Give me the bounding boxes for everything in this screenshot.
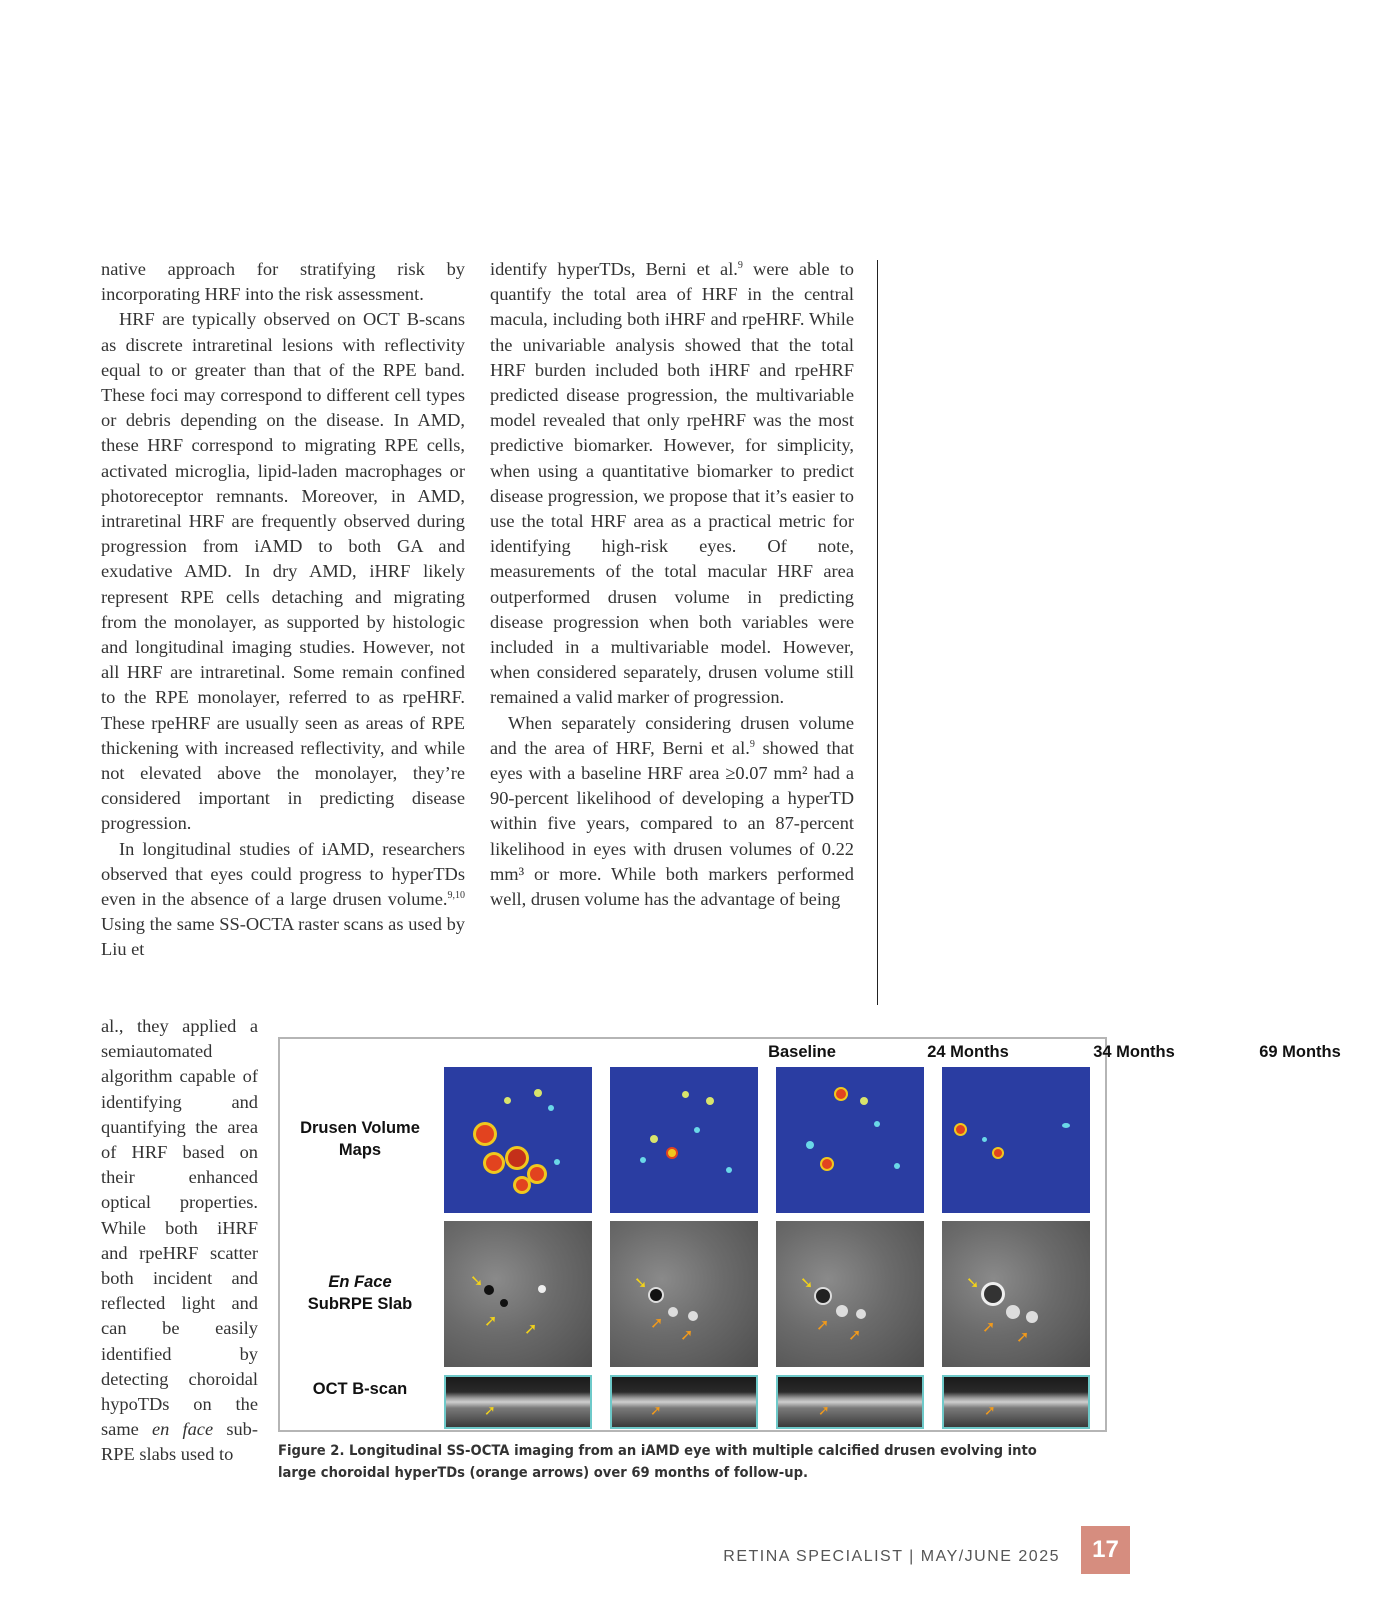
arrow-icon: ➚: [982, 1319, 996, 1336]
row-label-subrpe: SubRPE Slab: [307, 1295, 413, 1313]
page-number: 17: [1081, 1526, 1130, 1574]
column-rule: [877, 260, 878, 1005]
en-face-69-months: [942, 1221, 1090, 1367]
arrow-icon: ➚: [484, 1313, 498, 1330]
arrow-icon: ➚: [650, 1404, 662, 1419]
arrow-icon: ➘: [634, 1275, 648, 1292]
col2-p1-text-b: were able to quantify the total area of HRF in the central macula, including both iHRF and rpeHRF. While the univariable analysis showed that the total HRF burden included both iHRF and rpeHRF predicted disease progression, the multivariable model revealed that only rpeHRF was the most predictive biomarker. However, for simplicity, when using a quantitative biomarker to predict disease progression, we propose that it’s easier to use the total HRF area as a practical metric for identifying high-risk eyes. Of note, measurements of the total macular HRF area outperformed drusen volume in predicting disease progression when both variables were included in a multivariable model. However, when considered separately, drusen volume still remained a valid marker of progression.: [490, 259, 854, 708]
paragraph-3-text: In longitudinal studies of iAMD, researchers observed that eyes could progress to hyperTDs even in the absence of a large drusen volume.: [101, 838, 465, 910]
reference-superscript: 9,10: [447, 889, 465, 901]
arrow-icon: ➚: [1016, 1329, 1030, 1346]
col2-p2-text-b: showed that eyes with a baseline HRF area ≥0.07 mm² had a 90-percent likelihood of developing a hyperTD within five years, compared to an 87-percent likelihood in eyes with drusen volumes of 0.22 mm³ or more. While both markers performed well, drusen volume has the advantage of being: [490, 737, 854, 910]
column-header-baseline: Baseline: [768, 1043, 836, 1061]
journal-footer: RETINA SPECIALIST | MAY/JUNE 2025: [723, 1548, 1060, 1565]
arrow-icon: ➘: [966, 1275, 980, 1292]
paragraph-3-continued: [101, 1014, 258, 1468]
col2-p1-text-a: identify hyperTDs, Berni et al.: [490, 259, 738, 279]
en-face-baseline: [444, 1221, 592, 1367]
en-face-24-months: [610, 1221, 758, 1367]
arrow-icon: ➚: [818, 1404, 830, 1419]
column-header-34-months: 34 Months: [1093, 1043, 1175, 1061]
column-header-69-months: 69 Months: [1259, 1043, 1341, 1061]
arrow-icon: ➚: [524, 1321, 538, 1338]
drusen-map-24-months: [610, 1067, 758, 1213]
narrow-text-a: al., they applied a semiautomated algorithm capable of identifying and quantifying the area of HRF based on their enhanced optical properties. While both iHRF and rpeHRF scatter both incident and reflected light and can be easily identified by detecting choroidal hypoTDs on the same: [101, 1016, 258, 1440]
arrow-icon: ➚: [848, 1327, 862, 1344]
oct-bscan-69-months: [942, 1375, 1090, 1429]
article-column-2: [490, 257, 854, 912]
row-label-oct-bscan: OCT B-scan: [312, 1380, 408, 1398]
paragraph-col2-1: [490, 257, 854, 711]
narrow-text-b: sub-RPE slabs used to: [101, 1419, 258, 1465]
paragraph-1: native approach for stratifying risk by incorporating HRF into the risk assessment.: [101, 259, 465, 305]
arrow-icon: ➚: [816, 1317, 830, 1334]
arrow-icon: ➘: [800, 1275, 814, 1292]
row-label-en-face: [280, 1271, 440, 1315]
paragraph-2: HRF are typically observed on OCT B-scans as discrete intraretinal lesions with reflectivity equal to or greater than that of the RPE band. These foci may correspond to different cell types or debris depending on the disease. In AMD, these HRF correspond to migrating RPE cells, activated microglia, lipid-laden macrophages or photoreceptor remnants. Moreover, in AMD, intraretinal HRF are frequently observed during progression from iAMD to both GA and exudative AMD. In dry AMD, iHRF likely represent RPE cells detaching and migrating from the monolayer, as supported by histologic and longitudinal imaging studies. However, not all HRF are intraretinal. Some remain confined to the RPE monolayer, referred to as rpeHRF. These rpeHRF are usually seen as areas of RPE thickening with increased reflectivity, and while not elevated above the monolayer, they’re considered important in predicting disease progression.: [101, 309, 465, 834]
arrow-icon: ➘: [470, 1273, 484, 1290]
article-column-1-narrow: [101, 1014, 258, 1468]
arrow-icon: ➚: [680, 1327, 694, 1344]
oct-bscan-24-months: [610, 1375, 758, 1429]
figure-caption: Figure 2. Longitudinal SS-OCTA imaging from an iAMD eye with multiple calcified drusen evolving into large choroidal hyperTDs (orange arrows) over 69 months of follow-up.: [278, 1443, 1037, 1481]
drusen-map-baseline: [444, 1067, 592, 1213]
reference-superscript: 9: [749, 738, 755, 750]
paragraph-3-text-2: Using the same SS-OCTA raster scans as used by Liu et: [101, 914, 465, 960]
oct-bscan-baseline: [444, 1375, 592, 1429]
row-label-en-face-italic: En Face: [328, 1273, 392, 1291]
paragraph-3: [101, 837, 465, 963]
en-face-34-months: [776, 1221, 924, 1367]
arrow-icon: ➚: [984, 1404, 996, 1419]
row-label-drusen-volume: Drusen Volume Maps: [300, 1119, 420, 1159]
narrow-text-em: en face: [151, 1419, 214, 1440]
arrow-icon: ➚: [484, 1404, 496, 1419]
reference-superscript: 9: [737, 259, 743, 271]
column-header-24-months: 24 Months: [927, 1043, 1009, 1061]
article-column-1: [101, 257, 465, 963]
drusen-map-69-months: [942, 1067, 1090, 1213]
oct-bscan-34-months: [776, 1375, 924, 1429]
drusen-map-34-months: [776, 1067, 924, 1213]
paragraph-col2-2: [490, 711, 854, 913]
figure-2: [278, 1037, 1341, 1432]
arrow-icon: ➚: [650, 1315, 664, 1332]
col2-p2-text-a: When separately considering drusen volume and the area of HRF, Berni et al.: [490, 712, 854, 758]
